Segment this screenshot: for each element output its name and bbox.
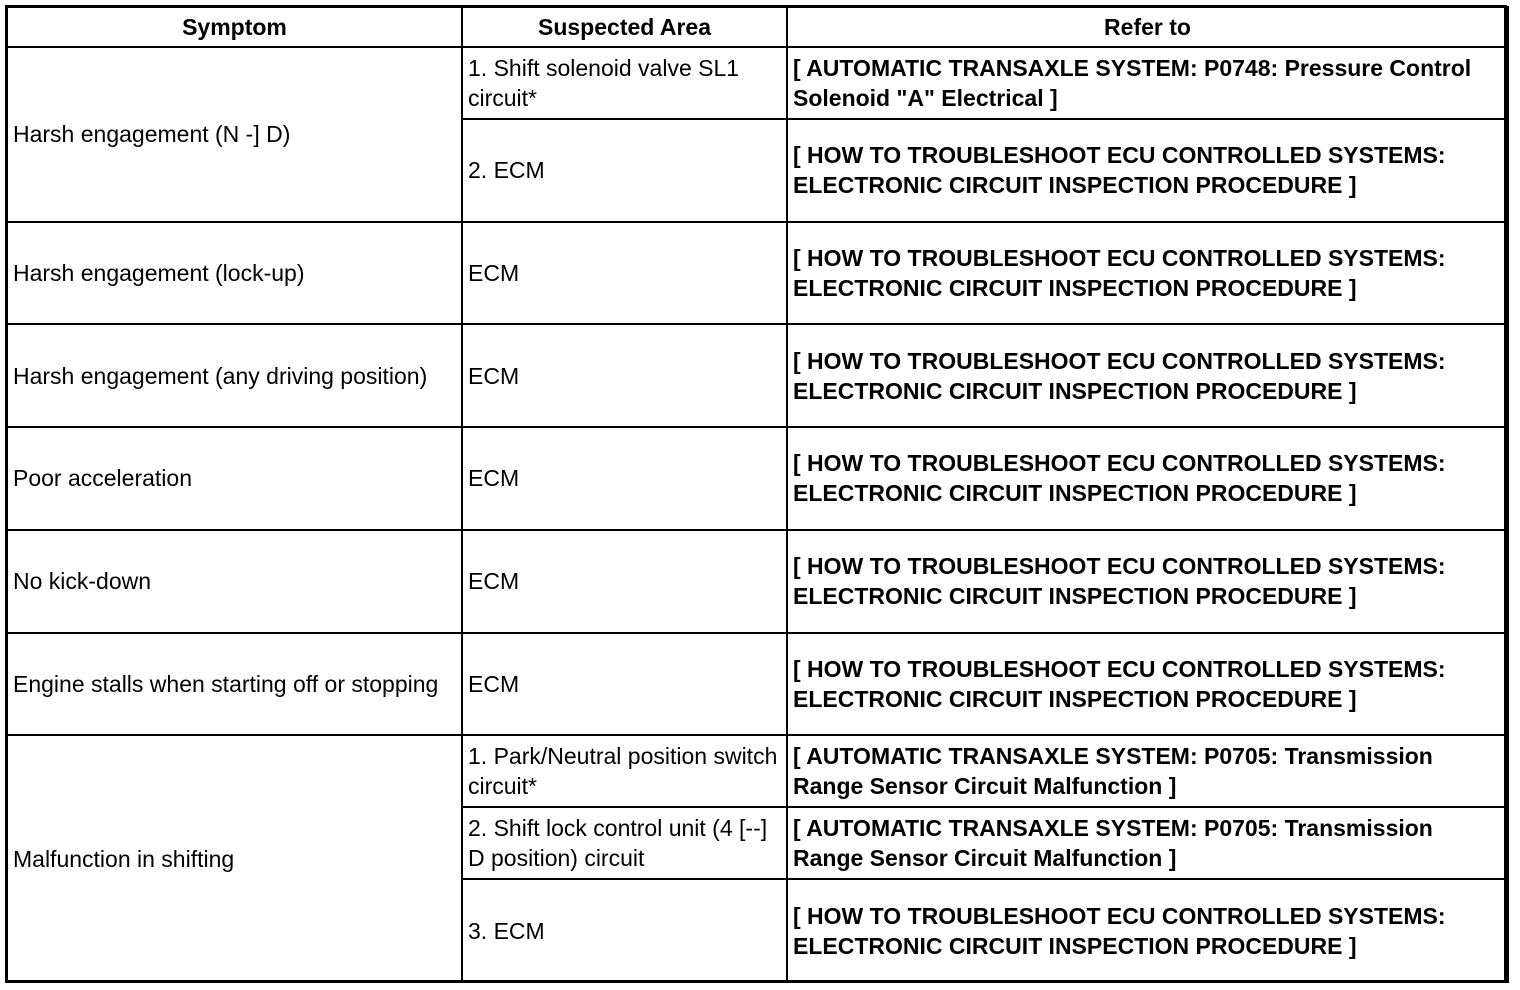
suspected-area-cell: 2. Shift lock control unit (4 [--] D position) circuit [462, 807, 787, 879]
suspected-area-cell: 2. ECM [462, 119, 787, 222]
suspected-area-cell: ECM [462, 427, 787, 530]
refer-to-cell: [ HOW TO TROUBLESHOOT ECU CONTROLLED SYSTEMS: ELECTRONIC CIRCUIT INSPECTION PROCEDURE ] [787, 530, 1508, 633]
refer-to-cell: [ HOW TO TROUBLESHOOT ECU CONTROLLED SYSTEMS: ELECTRONIC CIRCUIT INSPECTION PROCEDURE ] [787, 427, 1508, 530]
symptom-cell: Malfunction in shifting [7, 735, 462, 982]
suspected-area-cell: 1. Shift solenoid valve SL1 circuit* [462, 47, 787, 119]
refer-to-cell: [ AUTOMATIC TRANSAXLE SYSTEM: P0748: Pressure Control Solenoid "A" Electrical ] [787, 47, 1508, 119]
table-row [7, 427, 1508, 530]
refer-to-cell: [ HOW TO TROUBLESHOOT ECU CONTROLLED SYSTEMS: ELECTRONIC CIRCUIT INSPECTION PROCEDURE ] [787, 119, 1508, 222]
header-suspected-area: Suspected Area [462, 7, 787, 47]
table-row [7, 735, 1508, 807]
suspected-area-cell: 1. Park/Neutral position switch circuit* [462, 735, 787, 807]
refer-to-cell: [ AUTOMATIC TRANSAXLE SYSTEM: P0705: Transmission Range Sensor Circuit Malfunction ] [787, 735, 1508, 807]
suspected-area-cell: ECM [462, 530, 787, 633]
suspected-area-cell: 3. ECM [462, 879, 787, 982]
suspected-area-cell: ECM [462, 324, 787, 427]
table-row [7, 222, 1508, 325]
refer-to-cell: [ HOW TO TROUBLESHOOT ECU CONTROLLED SYSTEMS: ELECTRONIC CIRCUIT INSPECTION PROCEDURE ] [787, 222, 1508, 325]
header-row [7, 7, 1508, 47]
refer-to-cell: [ AUTOMATIC TRANSAXLE SYSTEM: P0705: Transmission Range Sensor Circuit Malfunction ] [787, 807, 1508, 879]
suspected-area-cell: ECM [462, 633, 787, 736]
table-row [7, 530, 1508, 633]
refer-to-cell: [ HOW TO TROUBLESHOOT ECU CONTROLLED SYSTEMS: ELECTRONIC CIRCUIT INSPECTION PROCEDURE ] [787, 879, 1508, 982]
symptom-cell: Harsh engagement (N -] D) [7, 47, 462, 222]
refer-to-cell: [ HOW TO TROUBLESHOOT ECU CONTROLLED SYSTEMS: ELECTRONIC CIRCUIT INSPECTION PROCEDURE ] [787, 324, 1508, 427]
refer-to-cell: [ HOW TO TROUBLESHOOT ECU CONTROLLED SYSTEMS: ELECTRONIC CIRCUIT INSPECTION PROCEDURE ] [787, 633, 1508, 736]
symptom-cell: No kick-down [7, 530, 462, 633]
header-symptom: Symptom [7, 7, 462, 47]
table-row [7, 47, 1508, 119]
symptom-cell: Poor acceleration [7, 427, 462, 530]
suspected-area-cell: ECM [462, 222, 787, 325]
symptom-cell: Harsh engagement (lock-up) [7, 222, 462, 325]
symptom-cell: Harsh engagement (any driving position) [7, 324, 462, 427]
table-row [7, 324, 1508, 427]
symptom-cell: Engine stalls when starting off or stopping [7, 633, 462, 736]
table-row [7, 633, 1508, 736]
header-refer-to: Refer to [787, 7, 1508, 47]
troubleshooting-table [6, 6, 1509, 983]
